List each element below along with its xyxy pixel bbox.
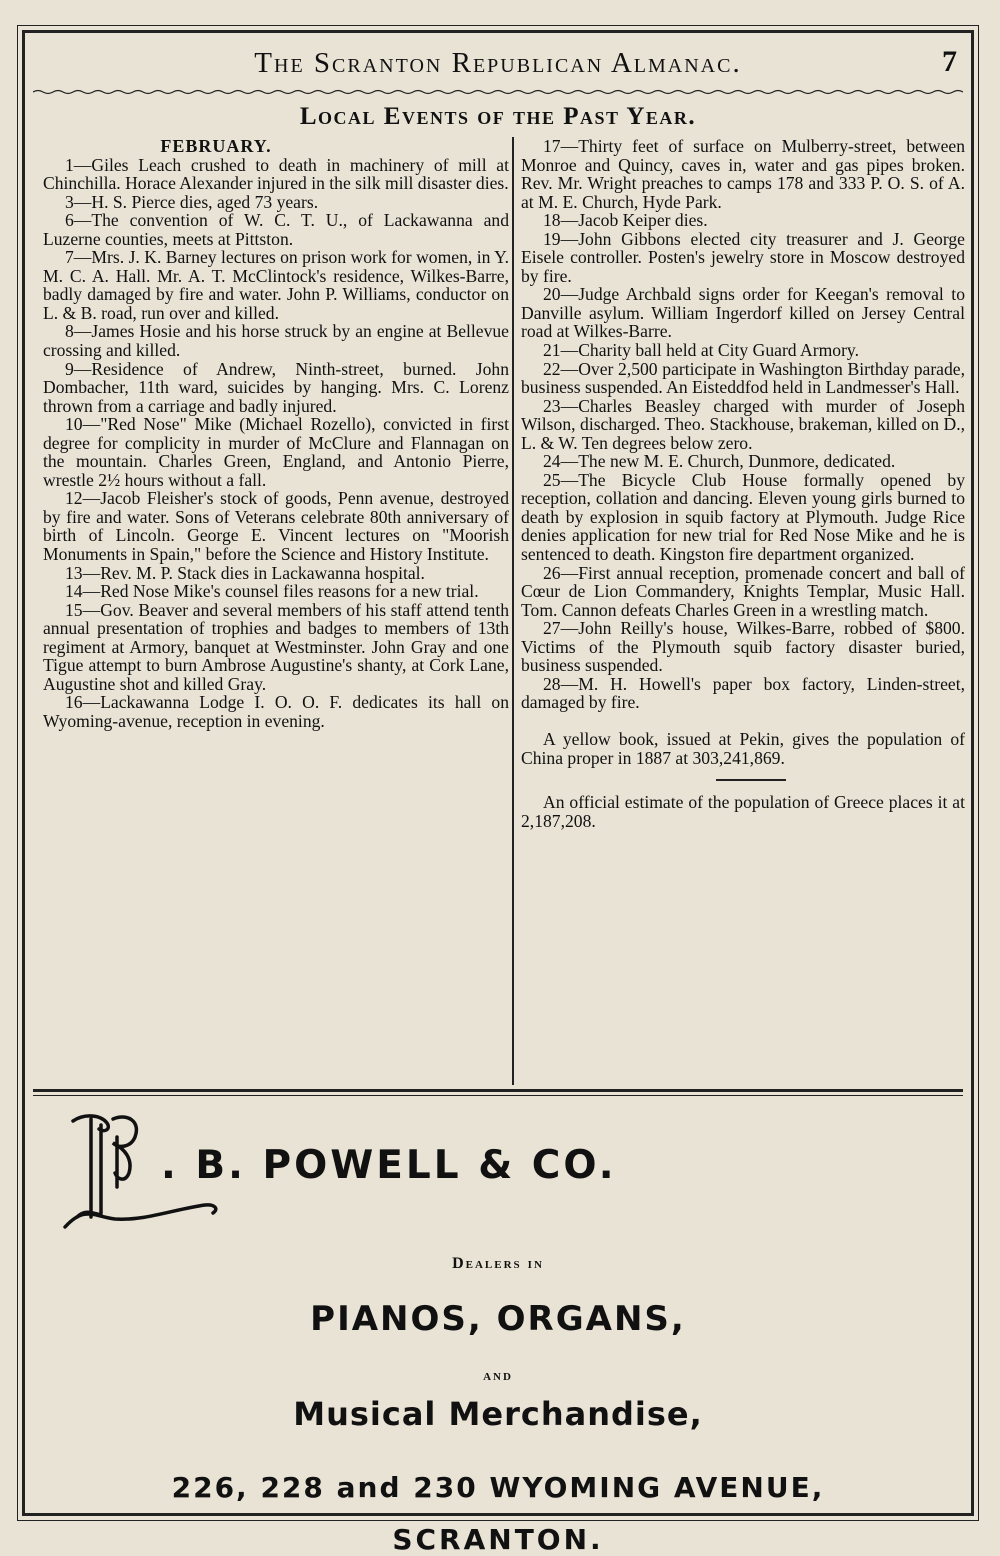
dealers-in-label: Dealers in [452, 1255, 544, 1272]
event-entry: 23—Charles Beasley charged with murder of Joseph Wilson, discharged. Theo. Stackhouse, brakeman, killed on D., L. & W. Ten degrees below zero. [521, 395, 965, 453]
running-header [25, 47, 971, 87]
event-entry: 13—Rev. M. P. Stack dies in Lackawanna hospital. [65, 562, 425, 583]
firm-name: . B. POWELL & CO. [161, 1143, 617, 1188]
left-column [43, 137, 509, 731]
page-frame [22, 30, 974, 1556]
event-entry: 25—The Bicycle Club House formally opened by reception, collation and dancing. Eleven young girls burned to death by explosion in squib factory at Plymouth. Judge Rice denies application for new trial for Red Nose Mike and he is sentenced to death. Kingston fire department organized. [521, 469, 965, 565]
event-entry: 27—John Reilly's house, Wilkes-Barre, robbed of $800. Victims of the Plymouth squib factory disaster buried, business suspended. [521, 618, 965, 676]
event-entry: 12—Jacob Fleisher's stock of goods, Penn avenue, destroyed by fire and water. Sons of Veterans celebrate 80th anniversary of birth of Lincoln. George E. Vincent lectures on "Moorish Monuments in Spain," before the Science and History Institute. [43, 488, 509, 565]
ad-divider-thin [33, 1095, 963, 1096]
merchandise-line: Musical Merchandise, [293, 1395, 703, 1433]
ad-divider-thick [33, 1089, 963, 1092]
event-entry: 14—Red Nose Mike's counsel files reasons for a new trial. [65, 581, 479, 602]
event-entry: 9—Residence of Andrew, Ninth-street, burned. John Dombacher, 11th ward, suicides by hanging. Mrs. C. Lorenz thrown from a carriage and badly injured. [43, 358, 509, 416]
products-line: PIANOS, ORGANS, [310, 1299, 686, 1339]
month-heading: FEBRUARY. [160, 136, 272, 156]
and-label: and [483, 1367, 513, 1384]
event-entry: 1—Giles Leach crushed to death in machinery of mill at Chinchilla. Horace Alexander injured in the silk mill disaster dies. [43, 154, 509, 194]
note-china: A yellow book, issued at Pekin, gives the population of China proper in 1887 at 303,241,869. [521, 728, 965, 768]
event-entry: 17—Thirty feet of surface on Mulberry-street, between Monroe and Quincy, caves in, water and gas pipes broken. Rev. Mr. Wright preaches to camps 178 and 333 P. O. S. of A. at M. E. Church, Hyde Park. [521, 136, 965, 212]
event-entry: 6—The convention of W. C. T. U., of Lackawanna and Luzerne counties, meets at Pittston. [43, 210, 509, 249]
event-entry: 10—"Red Nose" Mike (Michael Rozello), convicted in first degree for complicity in murder of McClure and Flannagan on the mountain. Charles Green, England, and Antonio Pierre, wrestle 2½ hours without a fall. [43, 414, 509, 490]
event-entry: 15—Gov. Beaver and several members of his staff attend tenth annual presentation of trophies and badges to members of 13th regiment at Armory, banquet at Westminster. John Gray and one Tigue attempt to burn Ambrose Augustine's shanty, at Cork Lane, Augustine shot and killed Gray. [43, 599, 509, 694]
event-entry: 24—The new M. E. Church, Dunmore, dedicated. [543, 451, 896, 472]
column-divider [512, 137, 514, 1085]
short-rule [716, 779, 786, 781]
event-entry: 26—First annual reception, promenade concert and ball of Cœur de Lion Commandery, Knights Templar, Music Hall. Tom. Cannon defeats Charles Green in a wrestling match. [521, 562, 965, 620]
wavy-rule [33, 89, 963, 95]
section-title: Local Events of the Past Year. [299, 103, 697, 130]
event-entry: 18—Jacob Keiper dies. [543, 210, 708, 231]
event-entry: 7—Mrs. J. K. Barney lectures on prison work for women, in Y. M. C. A. Hall. Mr. A. T. McClintock's residence, Wilkes-Barre, badly damaged by fire and water. John P. Williams, conductor on L. & B. road, run over and killed. [43, 247, 509, 323]
event-entry: 20—Judge Archbald signs order for Keegan's removal to Danville asylum. William Ingerdorf killed on Jersey Central road at Wilkes-Barre. [521, 284, 965, 342]
advertisement [25, 1099, 971, 1556]
event-entry: 16—Lackawanna Lodge I. O. O. F. dedicates its hall on Wyoming-avenue, reception in evening. [43, 692, 509, 731]
event-entry: 22—Over 2,500 participate in Washington Birthday parade, business suspended. An Eisteddfod held in Landmesser's Hall. [521, 358, 965, 398]
note-greece: An official estimate of the population of Greece places it at 2,187,208. [521, 792, 965, 831]
address-line: 226, 228 and 230 WYOMING AVENUE, [171, 1471, 825, 1504]
event-entry: 19—John Gibbons elected city treasurer and J. George Eisele controller. Posten's jewelry store in Moscow destroyed by fire. [521, 228, 965, 286]
almanac-title: The Scranton Republican Almanac. [254, 47, 742, 79]
event-entry: 3—H. S. Pierce dies, aged 73 years. [65, 191, 319, 212]
city-line: SCRANTON. [392, 1523, 604, 1556]
page-number: 7 [942, 45, 957, 78]
notes-block [521, 730, 965, 830]
event-entry: 8—James Hosie and his horse struck by an engine at Bellevue crossing and killed. [43, 321, 509, 361]
event-entry: 28—M. H. Howell's paper box factory, Linden-street, damaged by fire. [521, 673, 965, 713]
right-column [521, 137, 965, 830]
event-entry: 21—Charity ball held at City Guard Armory. [543, 340, 859, 361]
